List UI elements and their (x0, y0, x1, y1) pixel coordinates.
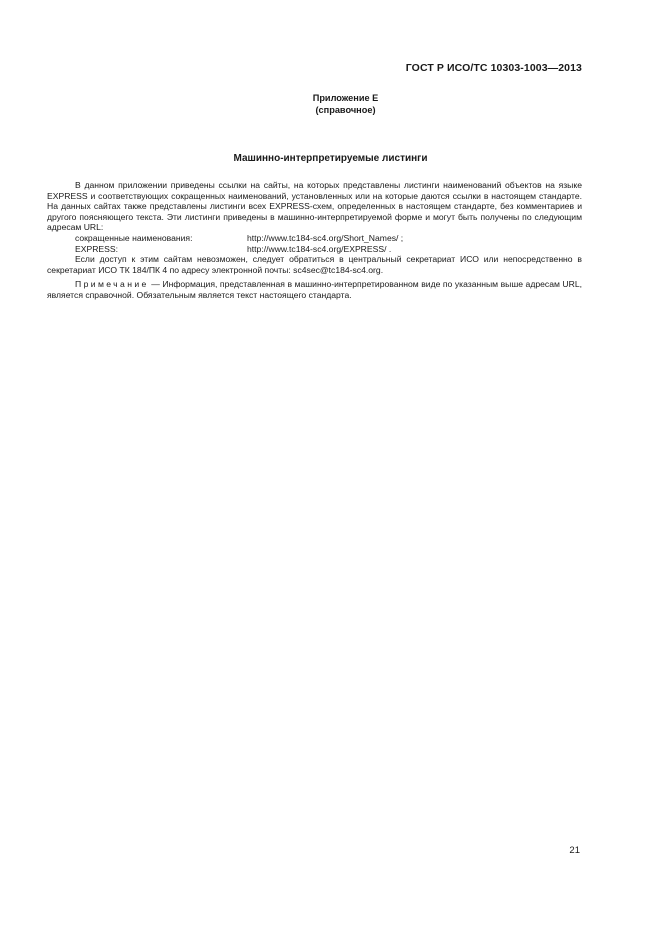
standard-header: ГОСТ Р ИСО/ТС 10303-1003—2013 (405, 62, 582, 74)
section-title: Машинно-интерпретируемые листинги (233, 153, 428, 164)
url-link[interactable]: http://www.tc184-sc4.org/EXPRESS/ . (247, 243, 392, 254)
annex-heading (0, 92, 661, 116)
url-label: сокращенные наименования: (75, 232, 193, 243)
url-link[interactable]: http://www.tc184-sc4.org/Short_Names/ ; (247, 232, 404, 243)
annex-title: Приложение Е (312, 93, 379, 103)
annex-type: (справочное) (315, 105, 376, 115)
note-paragraph (47, 279, 582, 300)
url-label: EXPRESS: (75, 243, 118, 254)
contact-paragraph: Если доступ к этим сайтам невозможен, следует обратиться в центральный секретариат ИСО или непосредственно в секретариат ИСО ТК 184/ПК 4 по адресу электронной почты: sc4sec@tc184-sc4.org. (47, 254, 582, 275)
note-label: Примечание (75, 279, 149, 290)
url-row-short-names (47, 233, 582, 244)
url-row-express (47, 244, 582, 255)
page-number: 21 (569, 845, 580, 856)
document-body (47, 180, 582, 309)
note-text: — Информация, представленная в машинно-интерпретированном виде по указанным выше адресам URL, является справочной. Обязательным является текст настоящего стандарта. (47, 279, 582, 300)
intro-paragraph: В данном приложении приведены ссылки на сайты, на которых представлены листинги наименований объектов на языке EXPRESS и соответствующих сокращенных наименований, установленных или на которые даются ссылки в настоящем стандарте. На данных сайтах также представлены листинги всех EXPRESS-схем, определенных в настоящем стандарте, без комментариев и другого поясняющего текста. Эти листинги приведены в машинно-интерпретируемой форме и могут быть получены по следующим адресам URL: (47, 180, 582, 233)
